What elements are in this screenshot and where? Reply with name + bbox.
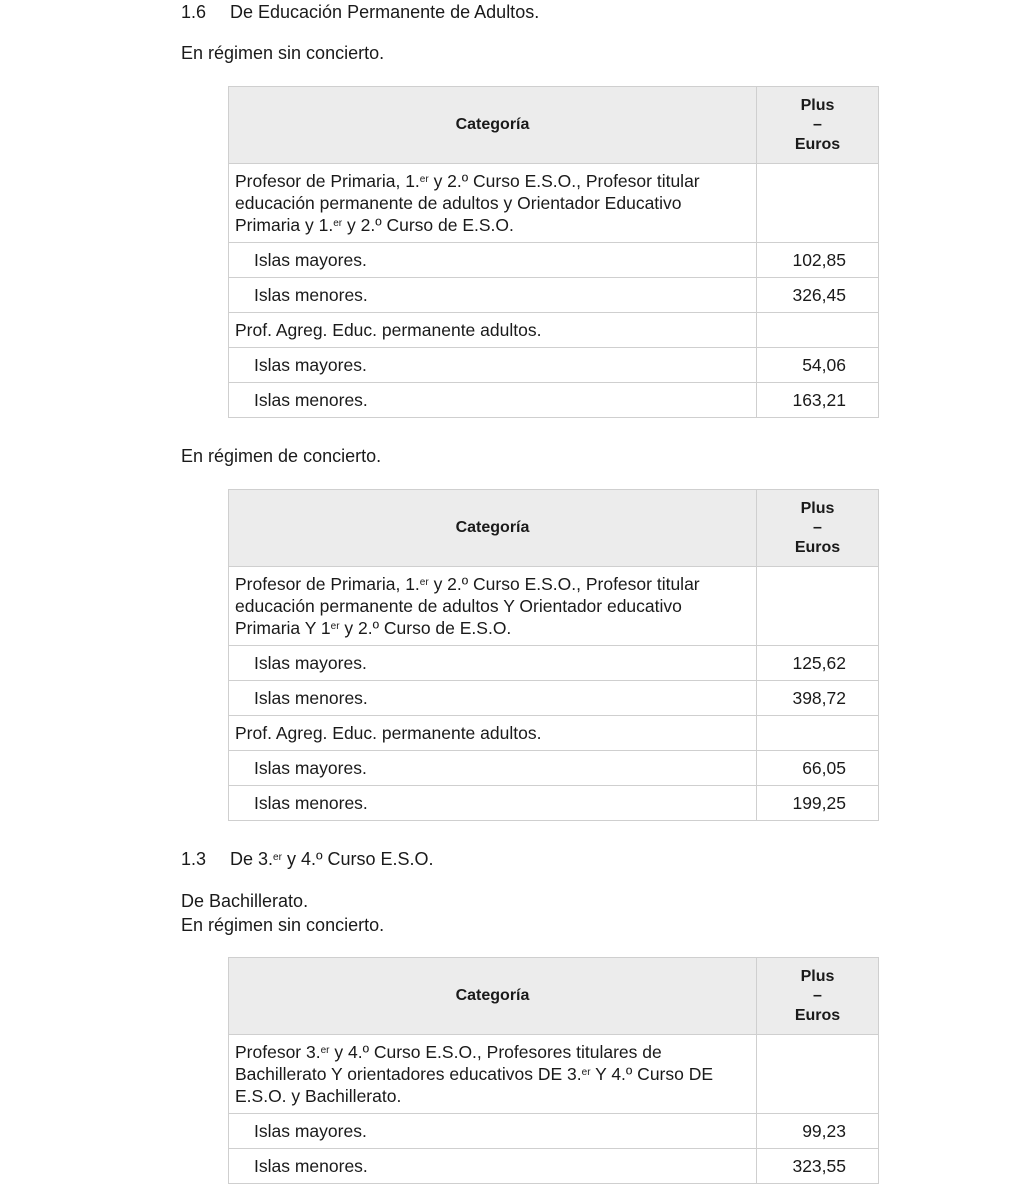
value-cell: 125,62 — [757, 646, 879, 681]
column-header-categoria: Categoría — [229, 87, 757, 164]
data-table — [228, 86, 879, 418]
table-row — [229, 1149, 879, 1184]
text-segment: y 4.º Curso E.S.O., Profesores titulares de Bachillerato Y orientadores educativos DE 3. — [235, 1042, 662, 1084]
category-cell — [229, 567, 757, 646]
table-row — [229, 278, 879, 313]
column-header-plus-euros — [757, 87, 879, 164]
header-line: Plus — [800, 96, 835, 114]
table-header-row — [229, 958, 879, 1035]
value-cell: 163,21 — [757, 383, 879, 418]
table-row — [229, 243, 879, 278]
superscript: er — [333, 218, 343, 229]
superscript: er — [320, 1045, 330, 1056]
text-segment: Profesor de Primaria, 1. — [235, 574, 420, 594]
table-row — [229, 567, 879, 646]
header-line: Euros — [794, 1006, 841, 1024]
paragraph — [181, 444, 381, 468]
value-cell: 66,05 — [757, 751, 879, 786]
header-line: – — [813, 987, 822, 1005]
section-heading — [181, 847, 434, 871]
text-segment: y 4.º Curso E.S.O. — [281, 849, 434, 869]
header-line: – — [813, 519, 822, 537]
table-row — [229, 1114, 879, 1149]
text-segment: y 2.º Curso de E.S.O. — [339, 618, 512, 638]
superscript: er — [273, 852, 282, 863]
section-title: De Educación Permanente de Adultos. — [230, 2, 540, 22]
paragraph — [181, 41, 384, 65]
paragraph-line: En régimen de concierto. — [181, 446, 382, 466]
header-line: Euros — [794, 135, 841, 153]
section-number: 1.6 — [181, 2, 207, 22]
superscript: er — [330, 621, 340, 632]
superscript: er — [419, 577, 429, 588]
superscript: er — [581, 1067, 591, 1078]
label-cell: Islas mayores. — [229, 243, 757, 278]
table-row — [229, 1035, 879, 1114]
section-number: 1.3 — [181, 849, 207, 869]
table-row — [229, 646, 879, 681]
text-segment: y 2.º Curso de E.S.O. — [342, 215, 514, 235]
label-cell: Islas mayores. — [229, 646, 757, 681]
text-segment: Profesor 3. — [235, 1042, 321, 1062]
section-title — [230, 849, 434, 869]
table-row — [229, 164, 879, 243]
value-cell: 326,45 — [757, 278, 879, 313]
value-cell — [757, 1035, 879, 1114]
value-cell: 54,06 — [757, 348, 879, 383]
value-cell: 323,55 — [757, 1149, 879, 1184]
column-header-categoria: Categoría — [229, 490, 757, 567]
value-cell — [757, 313, 879, 348]
column-header-plus-euros — [757, 958, 879, 1035]
label-cell: Prof. Agreg. Educ. permanente adultos. — [229, 313, 757, 348]
value-cell — [757, 164, 879, 243]
text-segment: Y 4.º Curso DE E.S.O. y Bachillerato. — [235, 1064, 714, 1106]
category-cell — [229, 164, 757, 243]
table-row — [229, 751, 879, 786]
text-segment: De 3. — [230, 849, 274, 869]
paragraph-line: En régimen sin concierto. — [181, 43, 385, 63]
table-row — [229, 383, 879, 418]
header-line: Euros — [794, 538, 841, 556]
label-cell: Islas menores. — [229, 681, 757, 716]
data-table — [228, 957, 879, 1184]
label-cell: Islas menores. — [229, 278, 757, 313]
table-row — [229, 716, 879, 751]
column-header-categoria: Categoría — [229, 958, 757, 1035]
table-header-row — [229, 490, 879, 567]
label-cell: Islas menores. — [229, 786, 757, 821]
header-line: – — [813, 116, 822, 134]
label-cell: Islas menores. — [229, 1149, 757, 1184]
value-cell: 398,72 — [757, 681, 879, 716]
label-cell: Islas mayores. — [229, 751, 757, 786]
value-cell — [757, 567, 879, 646]
header-line: Plus — [800, 499, 835, 517]
superscript: er — [419, 174, 429, 185]
label-cell: Islas menores. — [229, 383, 757, 418]
table-row — [229, 313, 879, 348]
paragraph-line: En régimen sin concierto. — [181, 915, 385, 935]
section-heading — [181, 0, 539, 24]
table-row — [229, 681, 879, 716]
value-cell — [757, 716, 879, 751]
paragraph — [181, 889, 384, 937]
label-cell: Prof. Agreg. Educ. permanente adultos. — [229, 716, 757, 751]
paragraph-line: De Bachillerato. — [181, 891, 309, 911]
value-cell: 199,25 — [757, 786, 879, 821]
table-row — [229, 786, 879, 821]
text-segment: Profesor de Primaria, 1. — [235, 171, 420, 191]
label-cell: Islas mayores. — [229, 348, 757, 383]
category-cell — [229, 1035, 757, 1114]
text-segment: y 2.º Curso E.S.O., Profesor titular educación permanente de adultos y Orientador Educativo Primaria y 1. — [235, 171, 700, 235]
value-cell: 99,23 — [757, 1114, 879, 1149]
header-line: Plus — [800, 967, 835, 985]
data-table — [228, 489, 879, 821]
label-cell: Islas mayores. — [229, 1114, 757, 1149]
table-row — [229, 348, 879, 383]
text-segment: y 2.º Curso E.S.O., Profesor titular educación permanente de adultos Y Orientador educativo Primaria Y 1 — [235, 574, 700, 638]
table-header-row — [229, 87, 879, 164]
column-header-plus-euros — [757, 490, 879, 567]
value-cell: 102,85 — [757, 243, 879, 278]
